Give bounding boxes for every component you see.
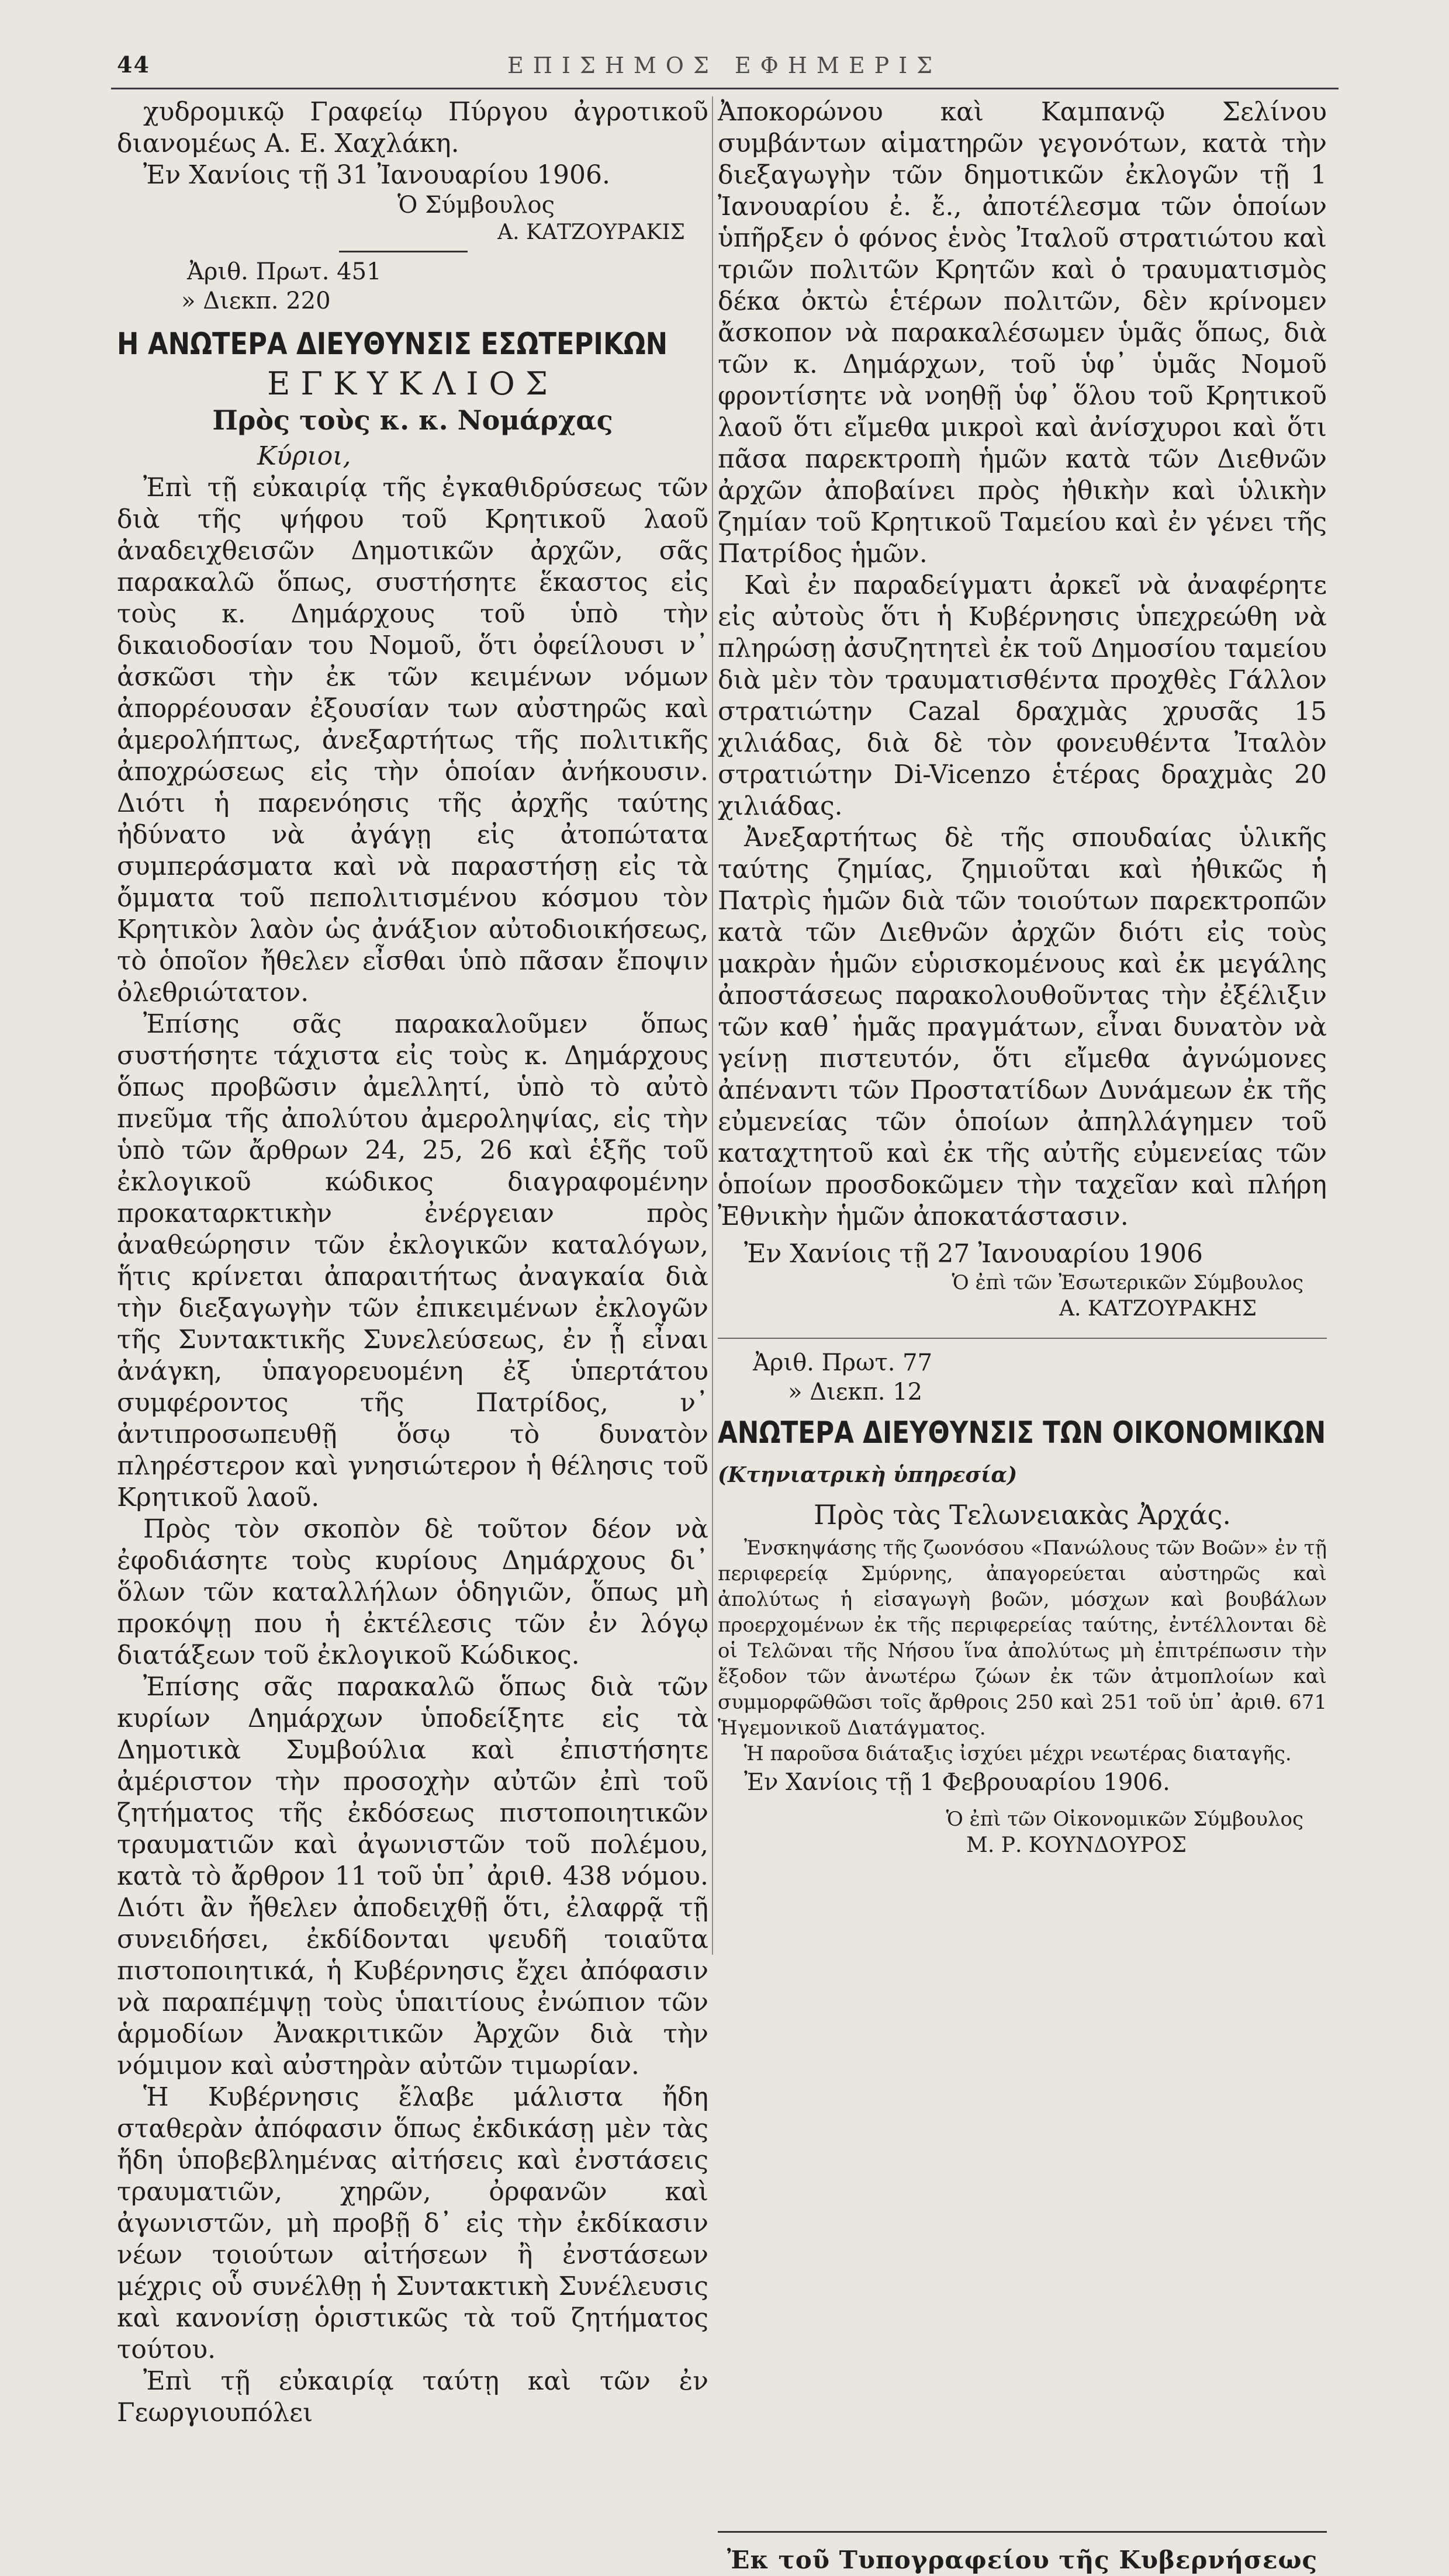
- header-rule: [111, 88, 1339, 89]
- right-column: [718, 96, 1327, 2574]
- left-column: [117, 96, 708, 2428]
- gazette-title: ΕΠΙΣΗΜΟΣ ΕΦΗΜΕΡΙΣ: [507, 53, 942, 78]
- page-header: [117, 51, 1332, 86]
- body-paragraph: Ἀποκορώνου καὶ Καμπανῷ Σελίνου συμβάντων αἱματηρῶν γεγονότων, κατὰ τὴν διεξαγωγὴν τῶν δημοτικῶν ἐκλογῶν τῇ 1 Ἰανουαρίου ἐ. ἔ., ἀποτέλεσμα τῶν ὁποίων ὑπῆρξεν ὁ φόνος ἑνὸς Ἰταλοῦ στρατιώτου καὶ τριῶν πολιτῶν Κρητῶν καὶ ὁ τραυματισμὸς δέκα ὀκτὼ ἑτέρων πολιτῶν, δὲν κρίνομεν ἄσκοπον νὰ παρακαλέσωμεν ὑμᾶς ὅπως, διὰ τῶν κ. Δημάρχων, τοῦ ὑφ᾽ ὑμᾶς Νομοῦ φροντίσητε νὰ νοηθῇ ὑφ᾽ ὅλου τοῦ Κρητικοῦ λαοῦ ὅτι εἴμεθα μικροὶ καὶ ἀνίσχυροι καὶ ὅτι πᾶσα παρεκτροπὴ ἡμῶν κατὰ τῶν Διεθνῶν ἀρχῶν ἀποβαίνει πρὸς ἠθικὴν καὶ ὑλικὴν ζημίαν τοῦ Κρητικοῦ Ταμείου καὶ ἐν γένει τῆς Πατρίδος ἡμῶν.: [718, 97, 1327, 569]
- opening-line: χυδρομικῷ Γραφείῳ Πύργου ἀγροτικοῦ διανομέως Α. Ε. Χαχλάκη.: [117, 97, 708, 158]
- short-rule: [339, 251, 468, 252]
- blank-space: [718, 1859, 1327, 2513]
- body-paragraph: Ἡ Κυβέρνησις ἔλαβε μάλιστα ἤδη σταθερὰν ἀπόφασιν ὅπως ἐκδικάσῃ μὲν τὰς ἤδη ὑποβεβλημένας αἰτήσεις καὶ ἐνστάσεις τραυματιῶν, χηρῶν, ὀρφανῶν καὶ ἀγωνιστῶν, μὴ προβῇ δ᾽ εἰς τὴν ἐκδίκασιν νέων τοιούτων αἰτήσεων ἢ ἐνστάσεων μέχρις οὗ συνέλθῃ ἡ Συντακτικὴ Συνέλευσις καὶ κανονίσῃ ὁριστικῶς τὰ τοῦ ζητήματος τούτου.: [117, 2082, 708, 2364]
- reference-number: Ἀριθ. Πρωτ. 451: [187, 258, 382, 285]
- body-paragraph-small: Ἐνσκηψάσης τῆς ζωονόσου «Πανώλους τῶν Βοῶν» ἐν τῇ περιφερείᾳ Σμύρνης, ἀπαγορεύεται αὐστηρῶς καὶ ἀπολύτως ἡ εἰσαγωγὴ βοῶν, μόσχων καὶ βουβάλων προερχομένων ἐκ τῆς περιφερείας ταύτης, ἐντέλλονται δὲ οἱ Τελῶναι τῆς Νήσου ἵνα ἀπολύτως μὴ ἐπιτρέπωσιν τὴν ἔξοδον τῶν ἀνωτέρω ζώων ἐκ τῶν ἀτμοπλοίων καὶ συμμορφῶθῶσι τοῖς ἄρθροις 250 καὶ 251 τοῦ ὑπ᾽ ἀριθ. 671 Ἡγεμονικοῦ Διατάγματος.: [718, 1536, 1327, 1740]
- body-paragraph: Πρὸς τὸν σκοπὸν δὲ τοῦτον δέον νὰ ἐφοδιάσητε τοὺς κυρίους Δημάρχους δι᾽ ὅλων τῶν καταλλήλων ὁδηγιῶν, ὅπως μὴ προκόψῃ που ἡ ἐκτέλεσις τῶν ἐν λόγῳ διατάξεων τοῦ ἐκλογικοῦ Κώδικος.: [117, 1514, 708, 1670]
- column-divider: [712, 96, 713, 1955]
- page-number: 44: [117, 51, 150, 78]
- dateline: Ἐν Χανίοις τῇ 27 Ἰανουαρίου 1906: [744, 1239, 1203, 1269]
- signature-name: Α. ΚΑΤΖΟΥΡΑΚΙΣ: [497, 220, 685, 244]
- section-divider: [718, 1338, 1327, 1339]
- footer-rule: [718, 2531, 1327, 2533]
- reference-dispatch: » Διεκπ. 220: [181, 288, 331, 314]
- reference-dispatch: » Διεκπ. 12: [788, 1379, 923, 1405]
- signature-name: Α. ΚΑΤΖΟΥΡΑΚΗΣ: [1059, 1297, 1257, 1321]
- document-kind: ΕΓΚΥΚΛΙΟΣ: [267, 365, 558, 402]
- office-heading: Η ΑΝΩΤΕΡΑ ΔΙΕΥΘΥΝΣΙΣ ΕΣΩΤΕΡΙΚΩΝ: [117, 327, 668, 362]
- addressee: Πρὸς τὰς Τελωνειακὰς Ἀρχάς.: [814, 1499, 1231, 1531]
- body-paragraph: Καὶ ἐν παραδείγματι ἀρκεῖ νὰ ἀναφέρητε εἰς αὐτοὺς ὅτι ἡ Κυβέρνησις ὑπεχρεώθη νὰ πληρώσῃ ἀσυζητητεὶ ἐκ τοῦ Δημοσίου ταμείου διὰ μὲν τὸν τραυματισθέντα προχθὲς Γάλλον στρατιώτην Cazal δραχμὰς χρυσᾶς 15 χιλιάδας, διὰ δὲ τὸν φονευθέντα Ἰταλὸν στρατιώτην Di-Vicenzo ἑτέρας δραχμὰς 20 χιλιάδας.: [718, 570, 1327, 821]
- signature-title: Ὁ ἐπὶ τῶν Ἐσωτερικῶν Σύμβουλος: [952, 1271, 1303, 1294]
- opening-dateline: Ἐν Χανίοις τῇ 31 Ἰανουαρίου 1906.: [143, 160, 610, 190]
- service-label: (Κτηνιατρικὴ ὑπηρεσία): [718, 1463, 1018, 1487]
- body-paragraph: Ἐπίσης σᾶς παρακαλοῦμεν ὅπως συστήσητε τάχιστα εἰς τοὺς κ. Δημάρχους ὅπως προβῶσιν ἀμελλητί, ὑπὸ τὸ αὐτὸ πνεῦμα τῆς ἀπολύτου ἀμεροληψίας, εἰς τὴν ὑπὸ τῶν ἄρθρων 24, 25, 26 καὶ ἑξῆς τοῦ ἐκλογικοῦ κώδικος διαγραφομένην προκαταρκτικὴν ἐνέργειαν πρὸς ἀναθεώρησιν τῶν ἐκλογικῶν καταλόγων, ἥτις κρίνεται ἀπαραιτήτως ἀναγκαία διὰ τὴν διεξαγωγὴν τῶν ἐπικειμένων ἐκλογῶν τῆς Συντακτικῆς Συνελεύσεως, ἐν ᾗ εἶναι ἀνάγκη, ὑπαγορευομένη ἐξ ὑπερτάτου συμφέροντος τῆς Πατρίδος, ν᾽ ἀντιπροσωπευθῇ ὅσῳ τὸ δυνατὸν πληρέστερον καὶ γνησιώτερον ἡ θέλησις τοῦ Κρητικοῦ λαοῦ.: [117, 1009, 708, 1512]
- salutation: Κύριοι,: [257, 441, 351, 471]
- office-heading: ΑΝΩΤΕΡΑ ΔΙΕΥΘΥΝΣΙΣ ΤΩΝ ΟΙΚΟΝΟΜΙΚΩΝ: [718, 1415, 1326, 1450]
- body-paragraph: Ἐπίσης σᾶς παρακαλῶ ὅπως διὰ τῶν κυρίων Δημάρχων ὑποδείξητε εἰς τὰ Δημοτικὰ Συμβούλια καὶ ἐπιστήσητε ἀμέριστον τὴν προσοχὴν αὐτῶν ἐπὶ τοῦ ζητήματος τῆς ἐκδόσεως πιστοποιητικῶν τραυματιῶν καὶ ἀγωνιστῶν τοῦ πολέμου, κατὰ τὸ ἄρθρον 11 τοῦ ὑπ᾽ ἀριθ. 438 νόμου. Διότι ἂν ἤθελεν ἀποδειχθῇ ὅτι, ἐλαφρᾷ τῇ συνειδήσει, ἐκδίδονται ψευδῆ τοιαῦτα πιστοποιητικά, ἡ Κυβέρνησις ἔχει ἀπόφασιν νὰ παραπέμψῃ τοὺς ὑπαιτίους ἐνώπιον τῶν ἁρμοδίων Ἀνακριτικῶν Ἀρχῶν διὰ τὴν νόμιμον καὶ αὐστηρὰν αὐτῶν τιμωρίαν.: [117, 1672, 708, 2080]
- body-paragraph: Ἐπὶ τῇ εὐκαιρίᾳ ταύτῃ καὶ τῶν ἐν Γεωργιουπόλει: [117, 2366, 708, 2428]
- signature-title: Ὁ ἐπὶ τῶν Οἰκονομικῶν Σύμβουλος: [946, 1808, 1303, 1831]
- body-paragraph-small: Ἡ παροῦσα διάταξις ἰσχύει μέχρι νεωτέρας διαταγῆς.: [744, 1742, 1292, 1765]
- printer-imprint: Ἐκ τοῦ Τυπογραφείου τῆς Κυβερνήσεως: [727, 2546, 1318, 2574]
- signature-title: Ὁ Σύμβουλος: [397, 192, 555, 219]
- reference-number: Ἀριθ. Πρωτ. 77: [753, 1349, 933, 1376]
- body-paragraph: Ἀνεξαρτήτως δὲ τῆς σπουδαίας ὑλικῆς ταύτης ζημίας, ζημιοῦται καὶ ἠθικῶς ἡ Πατρὶς ἡμῶν διὰ τῶν τοιούτων παρεκτροπῶν κατὰ τῶν Διεθνῶν ἀρχῶν διότι εἰς τοὺς μακρὰν ἡμῶν εὑρισκομένους καὶ ἐκ μεγάλης ἀποστάσεως παρακολουθοῦντας τὴν ἐξέλιξιν τῶν καθ᾽ ἡμᾶς πραγμάτων, εἶναι δυνατὸν νὰ γείνῃ πιστευτόν, ὅτι εἴμεθα ἀγνώμονες ἀπέναντι τῶν Προστατίδων Δυνάμεων ἐκ τῆς εὐμενείας τῶν ὁποίων ἀπηλλάγημεν τοῦ καταχτητοῦ καὶ ἐκ τῆς αὐτῆς εὐμενείας τῶν ὁποίων προσδοκῶμεν τὴν ταχεῖαν καὶ πλήρη Ἐθνικὴν ἡμῶν ἀποκατάστασιν.: [718, 823, 1327, 1231]
- addressee: Πρὸς τοὺς κ. κ. Νομάρχας: [212, 404, 613, 436]
- signature-name: Μ. Ρ. ΚΟΥΝΔΟΥΡΟΣ: [966, 1833, 1187, 1857]
- body-paragraph: Ἐπὶ τῇ εὐκαιρίᾳ τῆς ἐγκαθιδρύσεως τῶν διὰ τῆς ψήφου τοῦ Κρητικοῦ λαοῦ ἀναδειχθεισῶν Δημοτικῶν ἀρχῶν, σᾶς παρακαλῶ ὅπως, συστήσητε ἕκαστος εἰς τοὺς κ. Δημάρχους τοῦ ὑπὸ τὴν δικαιοδοσίαν του Νομοῦ, ὅτι ὀφείλουσι ν᾽ ἀσκῶσι τὴν ἐκ τῶν κειμένων νόμων ἀπορρέουσαν ἐξουσίαν των αὐστηρῶς καὶ ἀμερολήπτως, ἀνεξαρτήτως τῆς πολιτικῆς ἀποχρώσεως εἰς τὴν ὁποίαν ἀνήκουσιν. Διότι ἡ παρενόησις τῆς ἀρχῆς ταύτης ἠδύνατο νὰ ἀγάγῃ εἰς ἀτοπώτατα συμπεράσματα καὶ νὰ παραστήσῃ εἰς τὰ ὄμματα τοῦ πεπολιτισμένου κόσμου τὸν Κρητικὸν λαὸν ὡς ἀνάξιον αὐτοδιοικήσεως, τὸ ὁποῖον ἤθελεν εἶσθαι ὑπὸ πᾶσαν ἔποψιν ὀλεθριώτατον.: [117, 473, 708, 1007]
- dateline: Ἐν Χανίοις τῇ 1 Φεβρουαρίου 1906.: [744, 1769, 1170, 1796]
